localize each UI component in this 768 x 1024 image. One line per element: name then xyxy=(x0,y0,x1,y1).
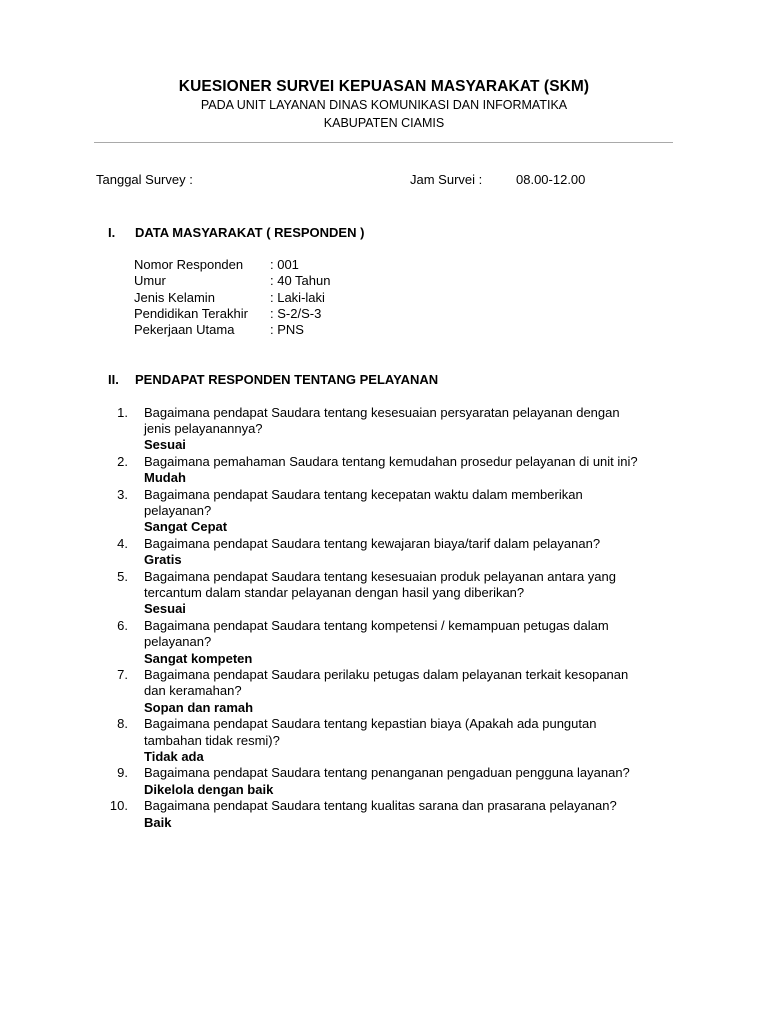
question-text: Bagaimana pemahaman Saudara tentang kemudahan prosedur pelayanan di unit ini? xyxy=(144,454,638,469)
question-number: 10. xyxy=(109,798,128,813)
header-divider xyxy=(94,142,673,143)
question-answer: Mudah xyxy=(144,470,186,485)
survey-time-value: 08.00-12.00 xyxy=(516,172,586,187)
question-answer: Sesuai xyxy=(144,601,186,616)
question-text: jenis pelayanannya? xyxy=(144,421,263,436)
respondent-field-value: : S-2/S-3 xyxy=(270,306,322,321)
question-number: 1. xyxy=(117,405,128,420)
question-text: pelayanan? xyxy=(144,634,212,649)
section2-number: II. xyxy=(108,372,119,387)
question-answer: Dikelola dengan baik xyxy=(144,782,274,797)
document-subtitle-line1: PADA UNIT LAYANAN DINAS KOMUNIKASI DAN INFORMATIKA xyxy=(200,98,568,112)
question-answer: Sopan dan ramah xyxy=(144,700,254,715)
question-text: pelayanan? xyxy=(144,503,212,518)
question-text: Bagaimana pendapat Saudara perilaku petugas dalam pelayanan terkait kesopanan xyxy=(144,667,629,682)
question-answer: Sesuai xyxy=(144,437,186,452)
section1-number: I. xyxy=(108,225,116,240)
respondent-field-label: Pekerjaan Utama xyxy=(134,322,235,337)
question-number: 2. xyxy=(117,454,128,469)
question-number: 4. xyxy=(117,536,128,551)
respondent-field-label: Nomor Responden xyxy=(134,257,244,272)
respondent-field-label: Pendidikan Terakhir xyxy=(134,306,248,321)
question-answer: Sangat Cepat xyxy=(144,519,228,534)
question-number: 6. xyxy=(117,618,128,633)
question-answer: Gratis xyxy=(144,552,182,567)
question-number: 3. xyxy=(117,487,128,502)
question-text: tambahan tidak resmi)? xyxy=(144,733,280,748)
question-number: 9. xyxy=(117,765,128,780)
question-text: Bagaimana pendapat Saudara tentang kepastian biaya (Apakah ada pungutan xyxy=(144,716,597,731)
question-answer: Sangat kompeten xyxy=(144,651,253,666)
question-text: Bagaimana pendapat Saudara tentang kesesuaian produk pelayanan antara yang xyxy=(144,569,616,584)
document-title: KUESIONER SURVEI KEPUASAN MASYARAKAT (SKM) xyxy=(178,78,590,95)
section1-title: DATA MASYARAKAT ( RESPONDEN ) xyxy=(135,225,365,240)
survey-time-label: Jam Survei : xyxy=(410,172,483,187)
question-text: Bagaimana pendapat Saudara tentang kewajaran biaya/tarif dalam pelayanan? xyxy=(144,536,601,551)
question-text: Bagaimana pendapat Saudara tentang kualitas sarana dan prasarana pelayanan? xyxy=(144,798,617,813)
question-answer: Tidak ada xyxy=(144,749,204,764)
document-subtitle-line2: KABUPATEN CIAMIS xyxy=(323,116,445,130)
respondent-field-label: Jenis Kelamin xyxy=(134,290,215,305)
respondent-field-value: : PNS xyxy=(270,322,304,337)
question-number: 7. xyxy=(117,667,128,682)
question-text: dan keramahan? xyxy=(144,683,242,698)
respondent-field-value: : 40 Tahun xyxy=(270,273,331,288)
section2-title: PENDAPAT RESPONDEN TENTANG PELAYANAN xyxy=(135,372,439,387)
respondent-field-label: Umur xyxy=(134,273,166,288)
question-text: Bagaimana pendapat Saudara tentang penanganan pengaduan pengguna layanan? xyxy=(144,765,630,780)
question-answer: Baik xyxy=(144,815,172,830)
survey-date-label: Tanggal Survey : xyxy=(96,172,193,187)
question-number: 5. xyxy=(117,569,128,584)
question-number: 8. xyxy=(117,716,128,731)
question-text: Bagaimana pendapat Saudara tentang kompetensi / kemampuan petugas dalam xyxy=(144,618,609,633)
respondent-field-value: : 001 xyxy=(270,257,299,272)
question-text: Bagaimana pendapat Saudara tentang kecepatan waktu dalam memberikan xyxy=(144,487,583,502)
question-text: tercantum dalam standar pelayanan dengan hasil yang diberikan? xyxy=(144,585,525,600)
question-text: Bagaimana pendapat Saudara tentang kesesuaian persyaratan pelayanan dengan xyxy=(144,405,620,420)
respondent-field-value: : Laki-laki xyxy=(270,290,325,305)
